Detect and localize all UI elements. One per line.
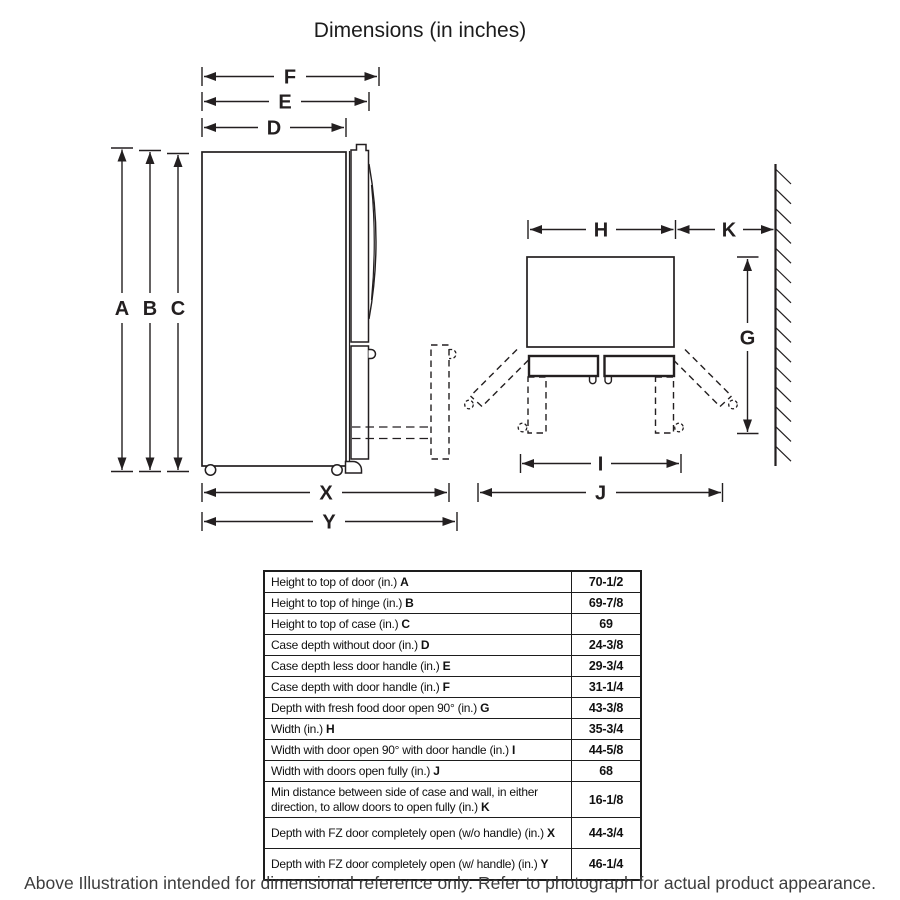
table-row [264,614,641,635]
dim-arrow-y [202,510,457,534]
rear-roller [205,465,215,475]
dim-arrow-f [202,65,379,89]
right-door-full-handle-dashed [729,400,738,409]
dim-arrow-i [521,452,682,476]
dimension-label-cell: Case depth with door handle (in.) F [264,677,572,698]
dimensions-table-body [264,571,641,880]
dimension-value-cell: 68 [572,761,642,782]
dimension-value-cell: 69-7/8 [572,593,642,614]
table-row [264,719,641,740]
dimension-value-cell: 44-3/4 [572,818,642,849]
table-row [264,593,641,614]
dimension-label-cell: Depth with FZ door completely open (w/o handle) (in.) X [264,818,572,849]
fridge-case-top [527,257,674,347]
table-row [264,782,641,818]
dim-label-j: J [594,482,607,505]
table-row [264,635,641,656]
dimension-value-cell: 16-1/8 [572,782,642,818]
dimension-value-cell: 44-5/8 [572,740,642,761]
fridge-case-side [202,152,346,466]
dimension-value-cell: 31-1/4 [572,677,642,698]
dim-label-x: X [319,482,333,505]
left-door-open-fully-dashed [465,350,529,409]
dimension-value-cell: 69 [572,614,642,635]
dimension-label-cell: Height to top of hinge (in.) B [264,593,572,614]
dim-label-e: E [278,91,292,114]
dimension-label-cell: Height to top of door (in.) A [264,571,572,593]
right-door-closed [605,356,675,376]
dim-arrow-b [137,151,163,472]
dimension-label-cell: Depth with FZ door completely open (w/ handle) (in.) Y [264,849,572,881]
dimension-value-cell: 43-3/8 [572,698,642,719]
table-row [264,740,641,761]
front-roller [332,465,342,475]
right-door-open-90-dashed [656,377,674,433]
dim-arrow-d [202,116,346,140]
page-title: Dimensions (in inches) [313,19,527,42]
dim-arrow-g [735,257,760,434]
dimension-label-cell: Width with door open 90° with door handle (in.) I [264,740,572,761]
dimension-label-cell: Width (in.) H [264,719,572,740]
footer-note: Above Illustration intended for dimensional reference only. Refer to photograph for actual product appearance. [24,873,876,893]
table-row [264,761,641,782]
top-view-diagram [465,164,791,505]
dim-label-y: Y [322,511,336,534]
dim-arrow-h [528,218,676,242]
dimension-value-cell: 35-3/4 [572,719,642,740]
side-view-diagram [109,65,457,534]
dimension-label-cell: Case depth less door handle (in.) E [264,656,572,677]
wall-hatching [776,169,792,461]
dimension-value-cell: 46-1/4 [572,849,642,881]
dimension-label-cell: Case depth without door (in.) D [264,635,572,656]
dim-label-i: I [597,453,604,476]
dimension-value-cell: 70-1/2 [572,571,642,593]
table-row [264,656,641,677]
left-door-open-90-dashed [528,377,546,433]
dim-label-f: F [283,66,297,89]
freezer-handle [369,350,376,359]
freezer-drawer-closed [351,346,369,459]
table-row [264,571,641,593]
dim-label-a: A [114,298,130,320]
dim-arrow-e [202,90,369,114]
dimension-label-cell: Height to top of case (in.) C [264,614,572,635]
dimensions-table-container [263,570,642,881]
dim-label-c: C [170,298,186,320]
front-foot [346,462,362,474]
table-row [264,818,641,849]
dim-arrow-j [478,481,723,505]
dimension-value-cell: 29-3/4 [572,656,642,677]
left-door-handle [590,377,596,384]
dim-label-k: K [721,219,737,242]
dim-label-b: B [142,298,158,320]
table-row [264,698,641,719]
table-row [264,677,641,698]
right-door-handle [605,377,611,384]
dimension-label-cell: Min distance between side of case and wall, in either direction, to allow doors to open fully (in.) K [264,782,572,818]
dim-label-d: D [266,117,282,140]
right-door-open-fully-dashed [674,350,738,409]
dimension-label-cell: Depth with fresh food door open 90° (in.) G [264,698,572,719]
left-door-90-handle-dashed [518,423,527,432]
dim-label-g: G [739,327,756,350]
right-door-90-handle-dashed [675,423,684,432]
dim-arrow-a [109,148,135,472]
dimension-value-cell: 24-3/8 [572,635,642,656]
dim-label-h: H [593,219,609,242]
dimensions-table [263,570,642,881]
dim-arrow-k [678,218,774,242]
dim-arrow-x [202,481,449,505]
wall [776,164,792,466]
dimension-label-cell: Width with doors open fully (in.) J [264,761,572,782]
left-door-full-handle-dashed [465,400,474,409]
fresh-food-door [351,145,369,343]
left-door-closed [529,356,598,376]
dim-arrow-c [165,154,191,472]
door-handle-outer-curve [369,164,376,319]
